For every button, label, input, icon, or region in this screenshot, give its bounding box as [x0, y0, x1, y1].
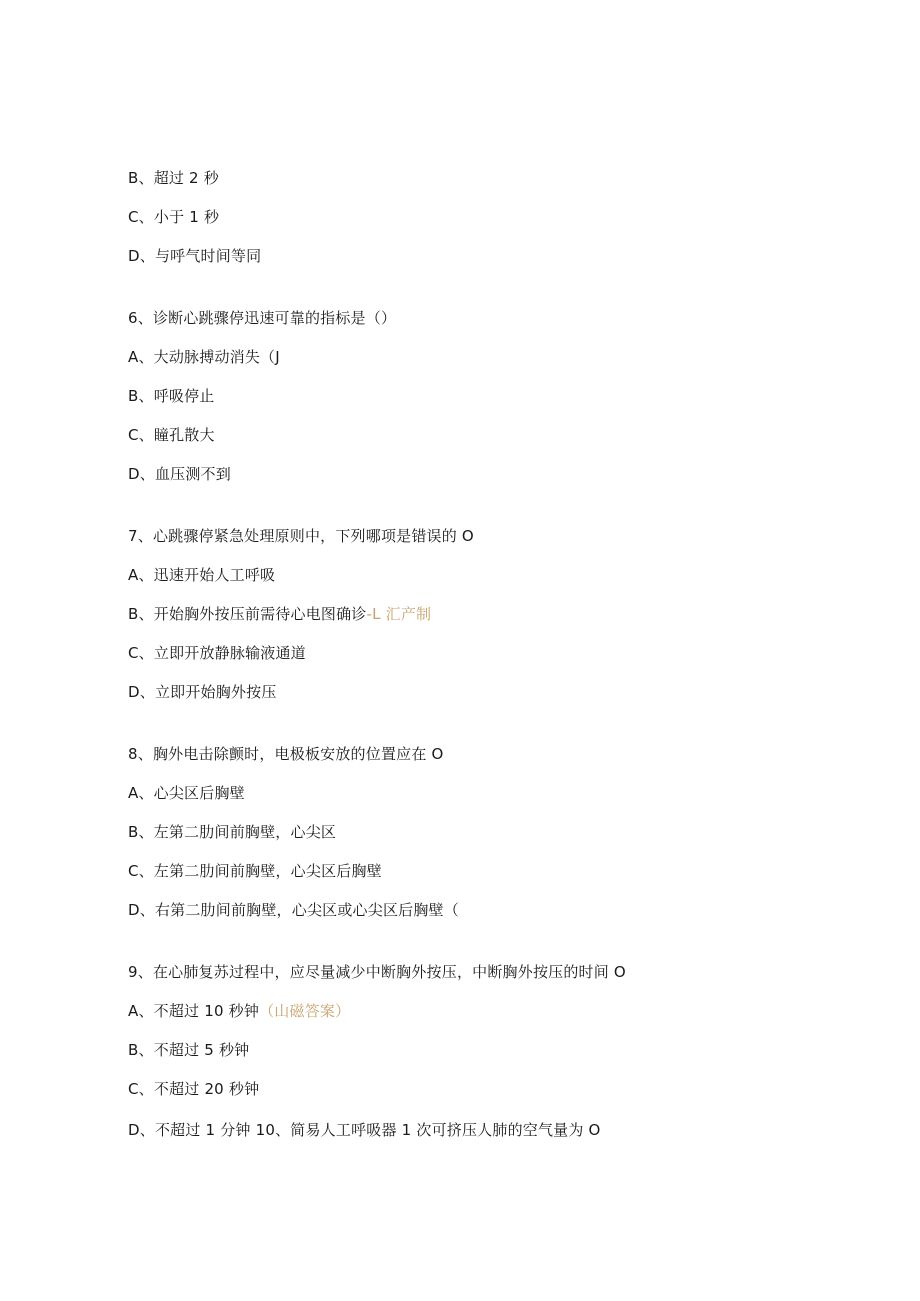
option-line	[128, 1001, 350, 1021]
line-text: C、瞳孔散大	[128, 426, 215, 444]
line-text: 8、胸外电击除颤时，电极板安放的位置应在 O	[128, 745, 444, 763]
option-line	[128, 783, 245, 803]
option-line	[128, 861, 382, 881]
option-line	[128, 1040, 249, 1060]
line-text: B、开始胸外按压前需待心电图确诊	[128, 605, 367, 623]
line-text: 7、心跳骤停紧急处理原则中，下列哪项是错误的 O	[128, 527, 474, 545]
line-text: B、不超过 5 秒钟	[128, 1041, 250, 1059]
line-text: D、与呼气时间等同	[128, 247, 262, 265]
line-text: 6、诊断心跳骤停迅速可靠的指标是（）	[128, 309, 397, 327]
option-line	[128, 643, 306, 663]
line-text: B、超过 2 秒	[128, 169, 219, 187]
line-text: D、立即开始胸外按压	[128, 683, 277, 701]
option-line	[128, 386, 215, 406]
line-text: B、左第二肋间前胸壁，心尖区	[128, 823, 337, 841]
line-text: C、左第二肋间前胸壁，心尖区后胸壁	[128, 862, 382, 880]
line-text: A、大动脉搏动消失（J	[128, 348, 280, 366]
line-text: C、立即开放静脉输液通道	[128, 644, 306, 662]
line-text: B、呼吸停止	[128, 387, 215, 405]
option-line	[128, 464, 231, 484]
question-line	[128, 308, 396, 328]
option-line	[128, 207, 219, 227]
option-line	[128, 246, 261, 266]
option-line	[128, 1079, 259, 1099]
line-text: D、不超过 1 分钟 10、简易人工呼吸器 1 次可挤压人肺的空气量为 O	[128, 1121, 601, 1139]
line-text: C、小于 1 秒	[128, 208, 220, 226]
option-line	[128, 565, 275, 585]
line-text: D、右第二肋间前胸壁，心尖区或心尖区后胸壁（	[128, 901, 459, 919]
question-line	[128, 744, 444, 764]
option-line	[128, 168, 219, 188]
option-line	[128, 822, 336, 842]
line-text: A、不超过 10 秒钟	[128, 1002, 260, 1020]
option-line	[128, 682, 277, 702]
option-line	[128, 425, 215, 445]
answer-note: （山磁答案）	[259, 1002, 351, 1020]
option-line	[128, 1120, 601, 1140]
question-line	[128, 962, 626, 982]
question-line	[128, 526, 474, 546]
line-text: C、不超过 20 秒钟	[128, 1080, 260, 1098]
option-line	[128, 900, 459, 920]
answer-note: -L 汇产制	[366, 605, 432, 623]
line-text: A、心尖区后胸壁	[128, 784, 245, 802]
line-text: D、血压测不到	[128, 465, 231, 483]
option-line	[128, 347, 280, 367]
option-line	[128, 604, 431, 624]
line-text: A、迅速开始人工呼吸	[128, 566, 276, 584]
line-text: 9、在心肺复苏过程中，应尽量减少中断胸外按压，中断胸外按压的时间 O	[128, 963, 626, 981]
